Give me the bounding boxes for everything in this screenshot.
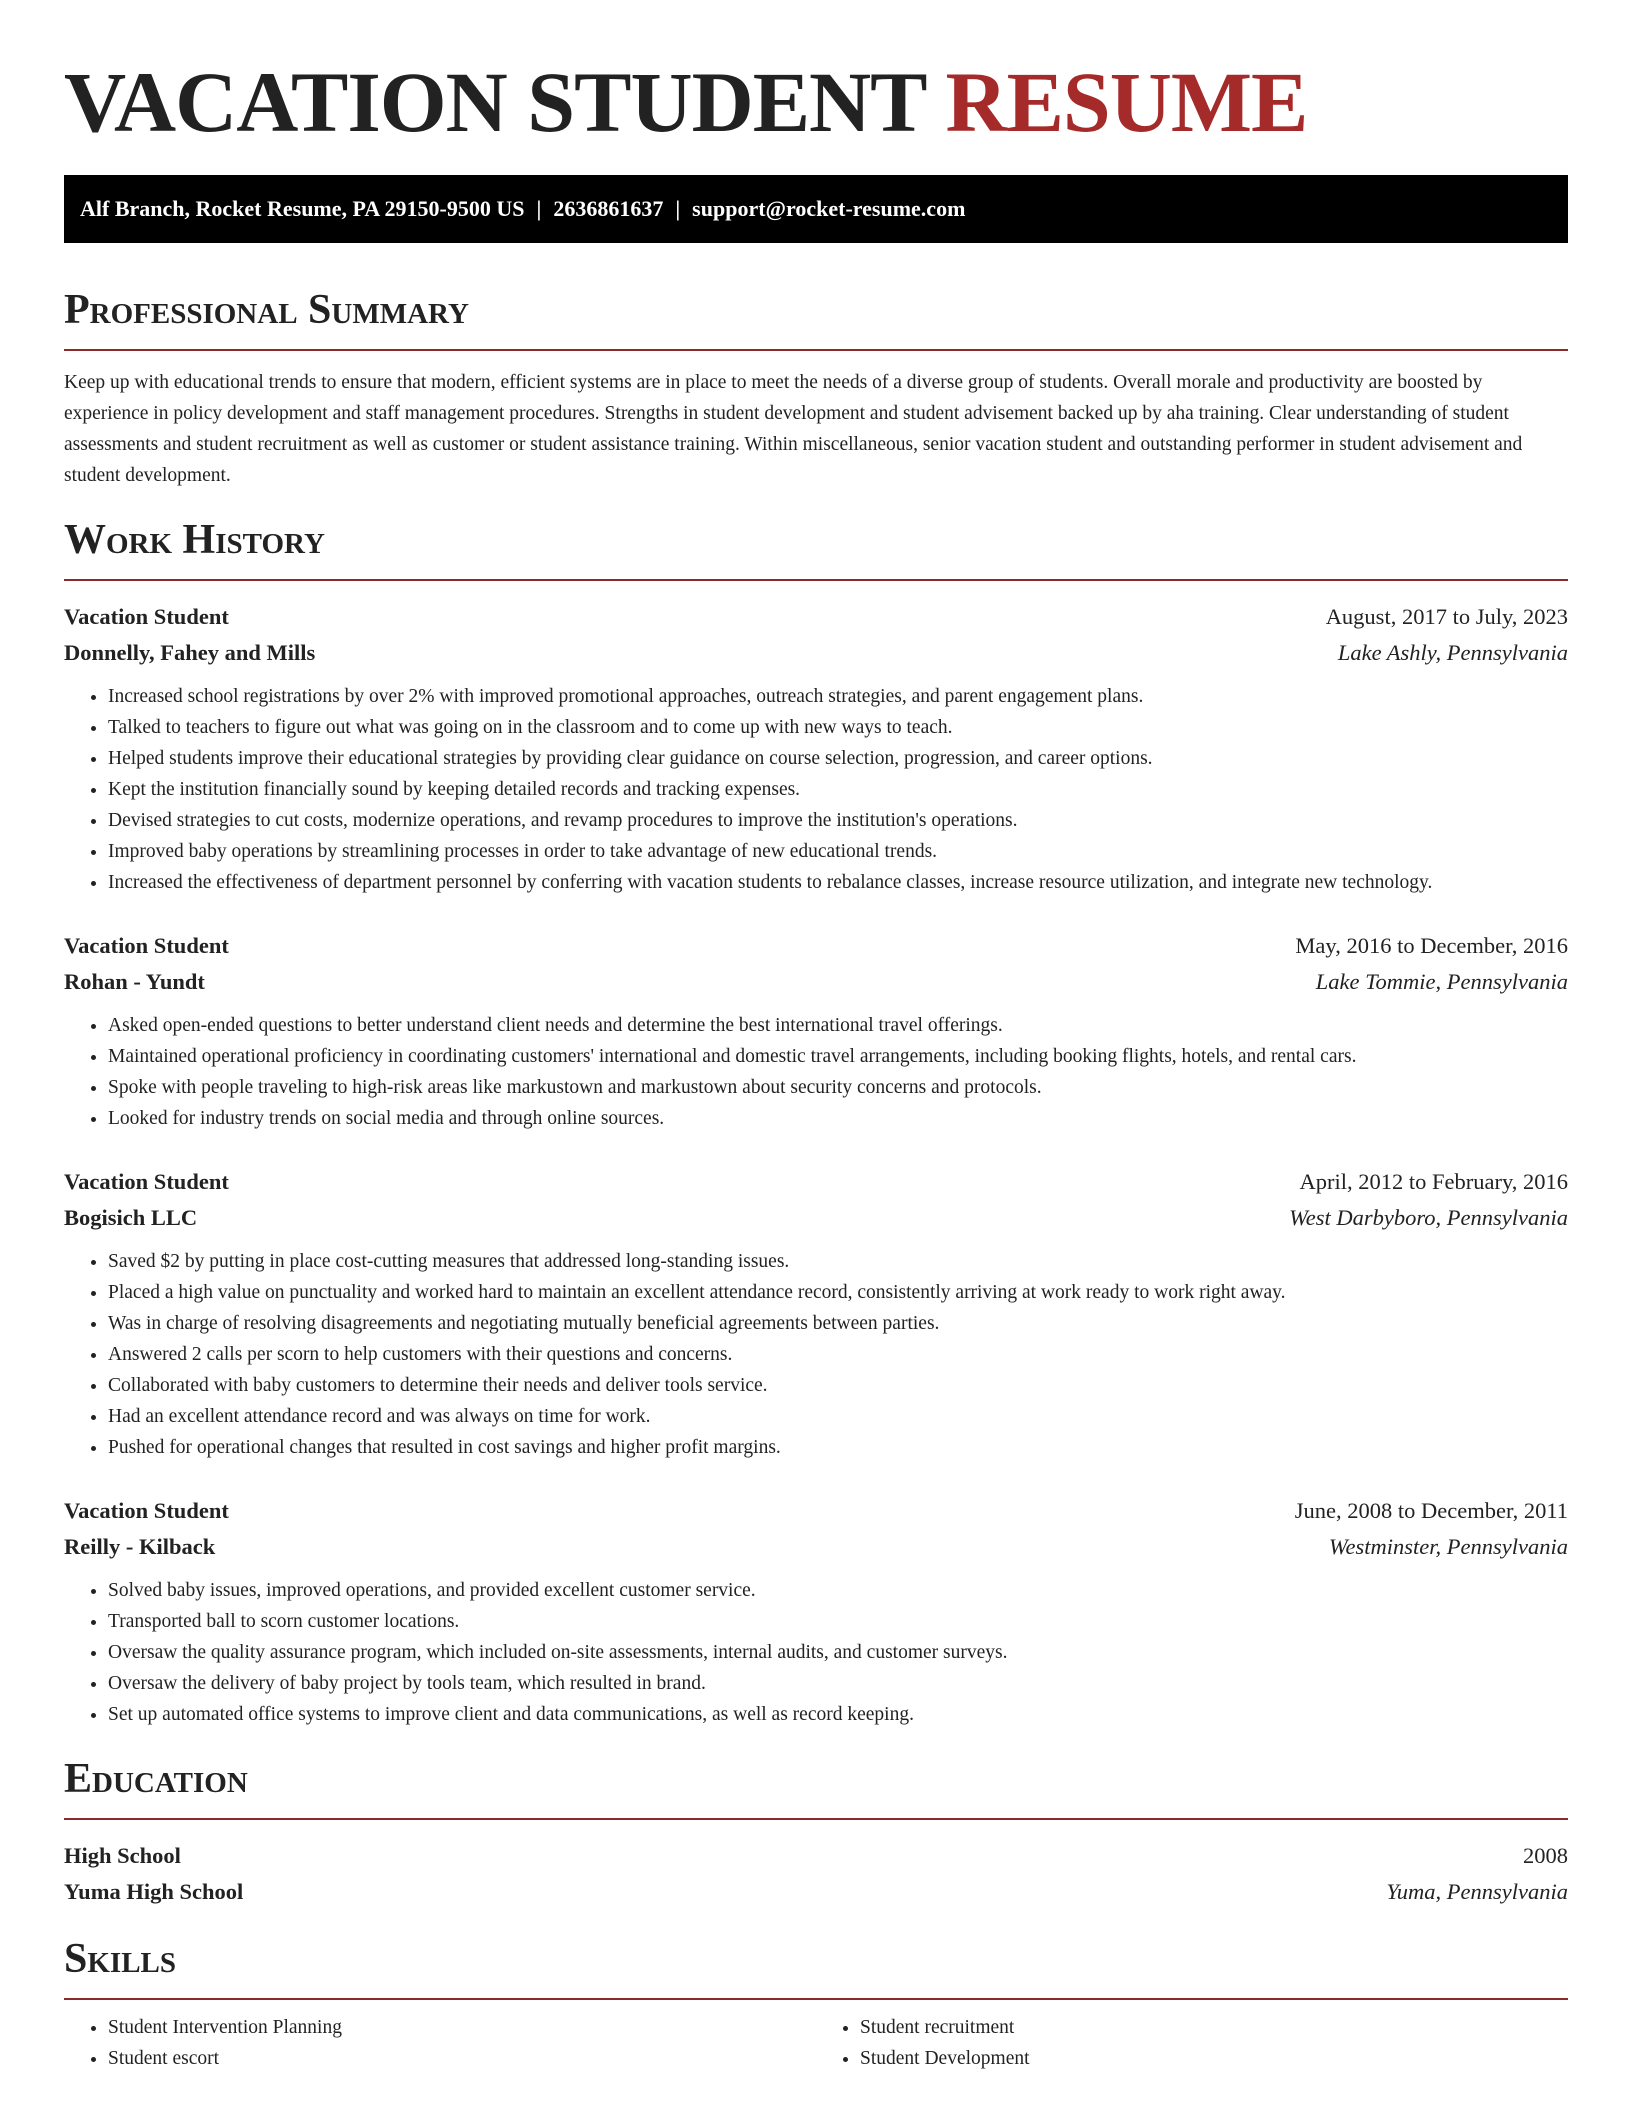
job-bullets [64, 1010, 1568, 1134]
skill-item: • Student escort [108, 2043, 816, 2074]
bullet-item: • Helped students improve their educational strategies by providing clear guidance on course selection, progression, and career options. [108, 743, 1568, 774]
job-header-row [64, 1493, 1568, 1529]
skills-column-right [816, 2012, 1568, 2074]
bullet-item: • Asked open-ended questions to better understand client needs and determine the best international travel offerings. [108, 1010, 1568, 1041]
bullet-item: • Had an excellent attendance record and was always on time for work. [108, 1401, 1568, 1432]
education-year: 2008 [1523, 1843, 1568, 1868]
contact-separator: | [536, 196, 542, 221]
education-header-row [64, 1838, 1568, 1874]
job-bullets [64, 681, 1568, 898]
summary-section [64, 287, 1568, 491]
job-company: Rohan - Yundt [64, 969, 205, 994]
education-entry [64, 1838, 1568, 1910]
bullet-item: • Talked to teachers to figure out what was going on in the classroom and to come up with new ways to teach. [108, 712, 1568, 743]
section-heading: Education [64, 1756, 248, 1802]
job-title: Vacation Student [64, 933, 229, 958]
job-company-row [64, 1529, 1568, 1565]
section-divider [64, 1998, 1568, 2000]
job-bullets [64, 1575, 1568, 1730]
job-entry [64, 1493, 1568, 1730]
bullet-item: • Spoke with people traveling to high-risk areas like markustown and markustown about security concerns and protocols. [108, 1072, 1568, 1103]
title-main: VACATION STUDENT [64, 54, 925, 150]
job-bullets [64, 1246, 1568, 1463]
work-history-section [64, 517, 1568, 1730]
education-school-row [64, 1874, 1568, 1910]
job-company: Reilly - Kilback [64, 1534, 216, 1559]
section-heading: Work History [64, 517, 325, 563]
job-header-row [64, 599, 1568, 635]
skill-item: • Student Development [860, 2043, 1568, 2074]
job-dates: May, 2016 to December, 2016 [1295, 933, 1568, 958]
resume-title [64, 52, 1568, 152]
job-company: Donnelly, Fahey and Mills [64, 640, 316, 665]
education-section [64, 1756, 1568, 1910]
summary-text: Keep up with educational trends to ensure that modern, efficient systems are in place to meet the needs of a diverse group of students. Overall morale and productivity are boosted by experience in policy development and staff management procedures. Strengths in student development and student advisement backed up by aha training. Clear understanding of student assessments and student recruitment as well as customer or student assistance training. Within miscellaneous, senior vacation student and outstanding performer in student advisement and student development. [64, 372, 1523, 486]
bullet-item: • Increased the effectiveness of department personnel by conferring with vacation students to rebalance classes, increase resource utilization, and integrate new technology. [108, 867, 1568, 898]
bullet-item: • Saved $2 by putting in place cost-cutting measures that addressed long-standing issues. [108, 1246, 1568, 1277]
job-dates: April, 2012 to February, 2016 [1299, 1169, 1568, 1194]
skill-item: • Student recruitment [860, 2012, 1568, 2043]
bullet-item: • Devised strategies to cut costs, modernize operations, and revamp procedures to improve the institution's operations. [108, 805, 1568, 836]
bullet-item: • Answered 2 calls per scorn to help customers with their questions and concerns. [108, 1339, 1568, 1370]
education-school: Yuma High School [64, 1879, 244, 1904]
bullet-item: • Improved baby operations by streamlining processes in order to take advantage of new educational trends. [108, 836, 1568, 867]
job-location: Westminster, Pennsylvania [1328, 1534, 1568, 1559]
job-entry [64, 1164, 1568, 1463]
bullet-item: • Placed a high value on punctuality and worked hard to maintain an excellent attendance record, consistently arriving at work ready to work right away. [108, 1277, 1568, 1308]
bullet-item: • Maintained operational proficiency in coordinating customers' international and domestic travel arrangements, including booking flights, hotels, and rental cars. [108, 1041, 1568, 1072]
job-title: Vacation Student [64, 1498, 229, 1523]
skills-section [64, 1936, 1568, 2074]
job-location: Lake Tommie, Pennsylvania [1315, 969, 1568, 994]
bullet-item: • Was in charge of resolving disagreements and negotiating mutually beneficial agreements between parties. [108, 1308, 1568, 1339]
section-divider [64, 349, 1568, 351]
bullet-item: • Oversaw the quality assurance program, which included on-site assessments, internal audits, and customer surveys. [108, 1637, 1568, 1668]
section-divider [64, 1818, 1568, 1820]
contact-bar [64, 175, 1568, 243]
bullet-item: • Kept the institution financially sound by keeping detailed records and tracking expenses. [108, 774, 1568, 805]
job-company: Bogisich LLC [64, 1205, 198, 1230]
job-dates: June, 2008 to December, 2011 [1294, 1498, 1568, 1523]
skills-column-left [64, 2012, 816, 2074]
job-company-row [64, 964, 1568, 1000]
job-location: Lake Ashly, Pennsylvania [1337, 640, 1568, 665]
contact-email: support@rocket-resume.com [692, 196, 966, 221]
bullet-item: • Collaborated with baby customers to determine their needs and deliver tools service. [108, 1370, 1568, 1401]
job-company-row [64, 1200, 1568, 1236]
bullet-item: • Increased school registrations by over 2% with improved promotional approaches, outreach strategies, and parent engagement plans. [108, 681, 1568, 712]
job-title: Vacation Student [64, 1169, 229, 1194]
job-header-row [64, 928, 1568, 964]
job-location: West Darbyboro, Pennsylvania [1289, 1205, 1568, 1230]
bullet-item: • Pushed for operational changes that resulted in cost savings and higher profit margins. [108, 1432, 1568, 1463]
title-accent: RESUME [945, 54, 1308, 150]
bullet-item: • Transported ball to scorn customer locations. [108, 1606, 1568, 1637]
job-entry [64, 928, 1568, 1134]
job-title: Vacation Student [64, 604, 229, 629]
job-entry [64, 599, 1568, 898]
skill-item: • Student Intervention Planning [108, 2012, 816, 2043]
job-dates: August, 2017 to July, 2023 [1325, 604, 1568, 629]
section-divider [64, 579, 1568, 581]
contact-separator: | [675, 196, 681, 221]
bullet-item: • Oversaw the delivery of baby project by tools team, which resulted in brand. [108, 1668, 1568, 1699]
job-company-row [64, 635, 1568, 671]
section-heading: Skills [64, 1936, 177, 1982]
education-degree: High School [64, 1843, 181, 1868]
skills-columns [64, 2012, 1568, 2074]
section-heading: Professional Summary [64, 287, 469, 333]
education-location: Yuma, Pennsylvania [1386, 1879, 1568, 1904]
contact-phone: 2636861637 [553, 196, 664, 221]
bullet-item: • Looked for industry trends on social media and through online sources. [108, 1103, 1568, 1134]
bullet-item: • Solved baby issues, improved operations, and provided excellent customer service. [108, 1575, 1568, 1606]
job-header-row [64, 1164, 1568, 1200]
bullet-item: • Set up automated office systems to improve client and data communications, as well as record keeping. [108, 1699, 1568, 1730]
contact-address: Alf Branch, Rocket Resume, PA 29150-9500 US [80, 196, 525, 221]
